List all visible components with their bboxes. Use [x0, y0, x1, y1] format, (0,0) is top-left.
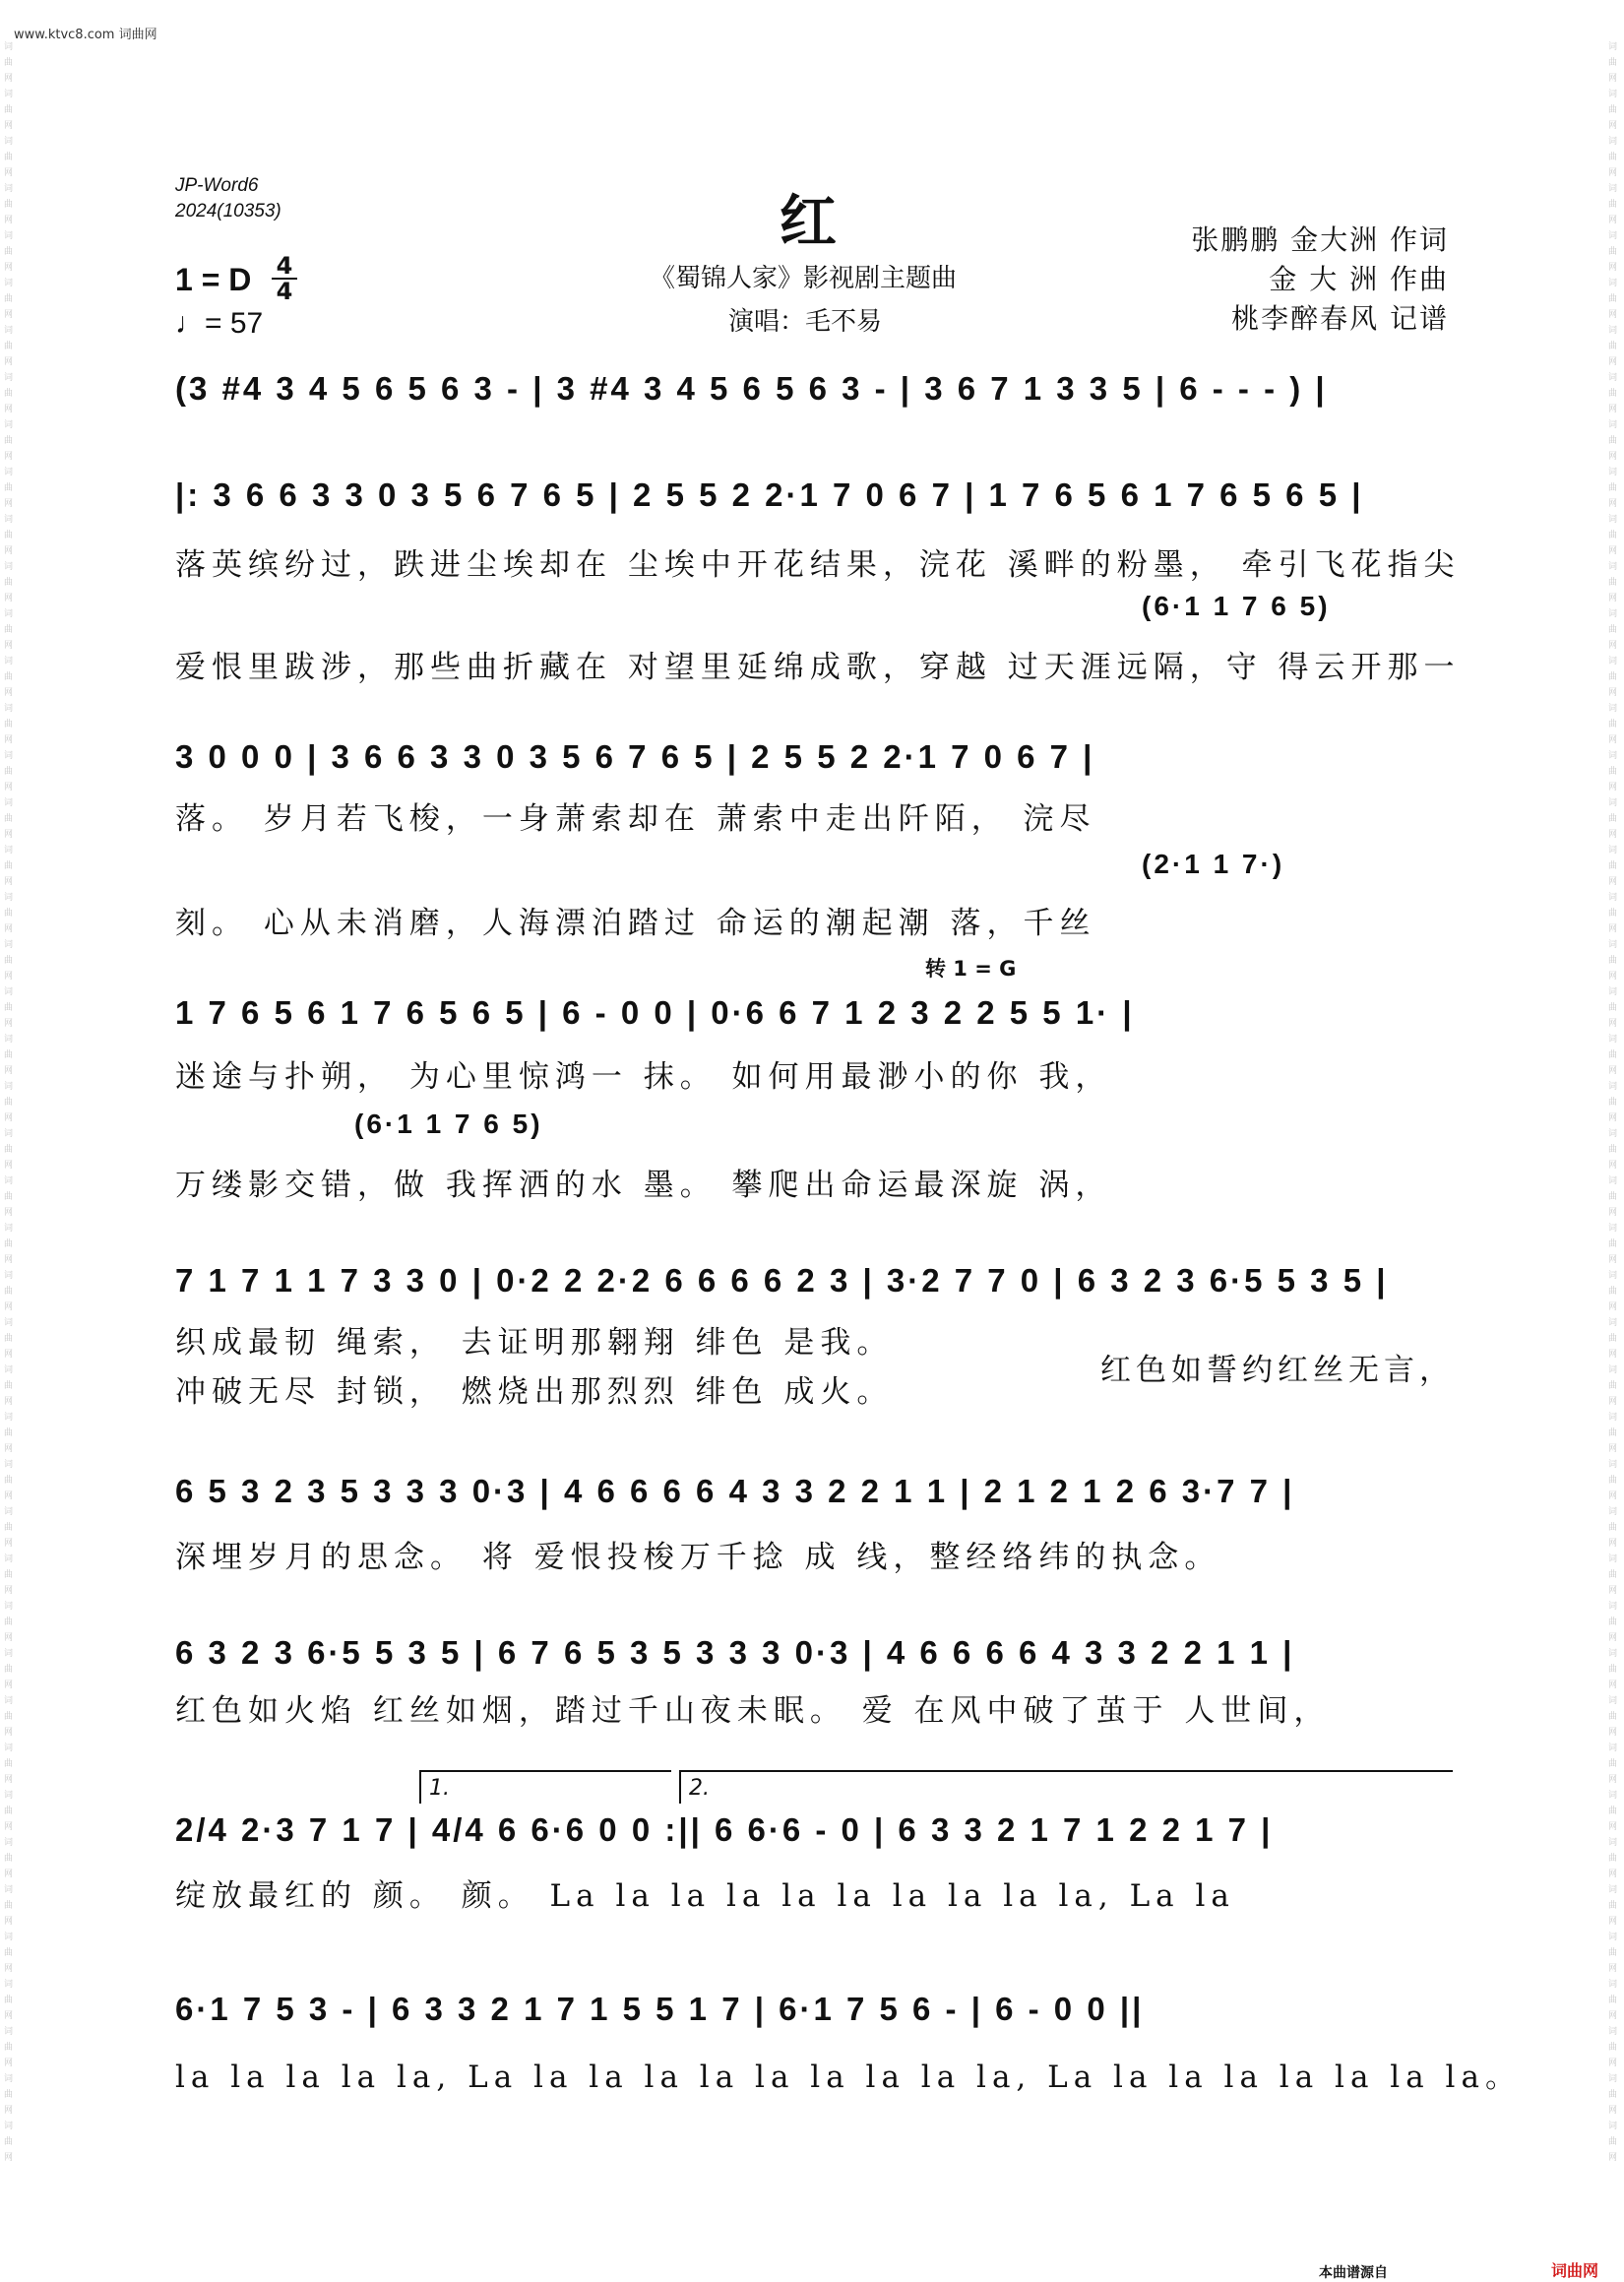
music-line: |: 3 6 6 3 3 0 3 5 6 7 6 5 | 2 5 5 2 2·1 7 0 6 7 | 1 7 6 5 6 1 7 6 5 6 5 |	[175, 476, 1364, 513]
transcriber-credit: 桃李醉春风 记谱	[1231, 302, 1449, 335]
music-line: 1 7 6 5 6 1 7 6 5 6 5 | 6 - 0 0 | 0·6 6 7 1 2 3 2 2 5 5 1· |	[175, 994, 1135, 1031]
music-line: 7 1 7 1 1 7 3 3 0 | 0·2 2 2·2 6 6 6 6 2 3 | 3·2 7 7 0 | 6 3 2 3 6·5 5 3 5 |	[175, 1262, 1389, 1299]
music-line: 3 0 0 0 | 3 6 6 3 3 0 3 5 6 7 6 5 | 2 5 5 2 2·1 7 0 6 7 |	[175, 738, 1095, 775]
time-numerator: 4	[272, 254, 297, 280]
music-line: 6 3 2 3 6·5 5 3 5 | 6 7 6 5 3 5 3 3 3 0·3 | 4 6 6 6 6 4 3 3 2 2 1 1 |	[175, 1634, 1295, 1671]
music-line: 6 5 3 2 3 5 3 3 3 0·3 | 4 6 6 6 6 4 3 3 2 2 1 1 | 2 1 2 1 2 6 3·7 7 |	[175, 1473, 1295, 1509]
music-line: 2/4 2·3 7 1 7 | 4/4 6 6·6 0 0 :|| 6 6·6 - 0 | 6 3 3 2 1 7 1 2 2 1 7 |	[175, 1811, 1274, 1848]
song-title: 红	[780, 188, 838, 255]
volta-label: 2.	[689, 1776, 710, 1801]
lyric-line: la la la la la, La la la la la la la la la la, La la la la la la la la。	[175, 2060, 1522, 2095]
right-watermark: 词曲网词曲网词曲网词曲网词曲网词曲网词曲网词曲网词曲网词曲网词曲网词曲网词曲网词曲网词曲网词曲网词曲网词曲网词曲网词曲网词曲网词曲网词曲网词曲网词曲网词曲网词曲网词曲网词曲网词曲网词曲网词曲网词曲网词曲网词曲网词曲网词曲网词曲网词曲网词曲网词曲网词曲网词曲网词曲网词曲网	[1608, 42, 1618, 2163]
volta-label: 1.	[429, 1776, 450, 1801]
lyric-line: 绽放最红的 颜。 颜。 La la la la la la la la la la, La la	[175, 1878, 1235, 1914]
lyric-line: 红色如火焰 红丝如烟，踏过千山夜未眠。 爱 在风中破了茧于 人世间，	[175, 1693, 1331, 1729]
left-watermark: 词曲网词曲网词曲网词曲网词曲网词曲网词曲网词曲网词曲网词曲网词曲网词曲网词曲网词曲网词曲网词曲网词曲网词曲网词曲网词曲网词曲网词曲网词曲网词曲网词曲网词曲网词曲网词曲网词曲网词曲网词曲网词曲网词曲网词曲网词曲网词曲网词曲网词曲网词曲网词曲网词曲网词曲网词曲网词曲网词曲网	[4, 42, 14, 2163]
lyric-line-right: 红色如誓约红丝无言，	[1100, 1353, 1455, 1388]
composer-credit: 金 大 洲 作曲	[1269, 263, 1449, 295]
volta-bracket	[419, 1770, 671, 1804]
lyric-line: 迷途与扑朔， 为心里惊鸿一 抹。 如何用最渺小的你 我，	[175, 1059, 1112, 1095]
time-denominator: 4	[276, 278, 293, 305]
software-name: JP-Word6	[175, 175, 259, 196]
music-line-intro: (3 #4 3 4 5 6 5 6 3 - | 3 #4 3 4 5 6 5 6 3 - | 3 6 7 1 3 3 5 | 6 - - - ) |	[175, 370, 1328, 407]
lyric-line: 刻。 心从未消磨，人海漂泊踏过 命运的潮起潮 落，千丝	[175, 906, 1096, 941]
lyric-line: 落英缤纷过，跌进尘埃却在 尘埃中开花结果，浣花 溪畔的粉墨， 牵引飞花指尖	[175, 547, 1461, 583]
volta-bracket	[679, 1770, 1453, 1804]
lyric-line: 深埋岁月的思念。 将 爱恨投梭万千捻 成 线，整经络纬的执念。	[175, 1540, 1221, 1575]
lyric-line: 爱恨里跋涉，那些曲折藏在 对望里延绵成歌，穿越 过天涯远隔，守 得云开那一	[175, 650, 1461, 685]
time-signature	[272, 254, 297, 303]
lyric-line: 织成最韧 绳索， 去证明那翱翔 绯色 是我。	[175, 1325, 894, 1361]
key-change: 转 1 = G	[925, 957, 1017, 981]
key-signature: 1 = D	[175, 262, 252, 297]
software-build: 2024(10353)	[175, 201, 281, 222]
site-url[interactable]: www.ktvc8.com 词曲网	[14, 28, 157, 42]
lyric-line: 万缕影交错，做 我挥洒的水 墨。 攀爬出命运最深旋 涡，	[175, 1168, 1112, 1203]
lyricist-credit: 张鹏鹏 金大洲 作词	[1191, 223, 1449, 256]
song-subtitle: 《蜀锦人家》影视剧主题曲	[650, 264, 958, 293]
alt-phrase: (2·1 1 7·)	[1142, 849, 1285, 879]
tempo-mark: ♩= 57	[175, 307, 264, 340]
lyric-line: 冲破无尽 封锁， 燃烧出那烈烈 绯色 成火。	[175, 1374, 894, 1410]
alt-phrase: (6·1 1 7 6 5)	[354, 1109, 543, 1139]
site-logo[interactable]: 词曲网	[1550, 2261, 1598, 2280]
source-note: 本曲谱源自	[1319, 2265, 1388, 2281]
singer-credit: 演唱：毛不易	[728, 307, 883, 337]
music-line: 6·1 7 5 3 - | 6 3 3 2 1 7 1 5 5 1 7 | 6·1 7 5 6 - | 6 - 0 0 ||	[175, 1991, 1145, 2027]
alt-phrase: (6·1 1 7 6 5)	[1142, 591, 1331, 621]
lyric-line: 落。 岁月若飞梭，一身萧索却在 萧索中走出阡陌， 浣尽	[175, 801, 1096, 837]
